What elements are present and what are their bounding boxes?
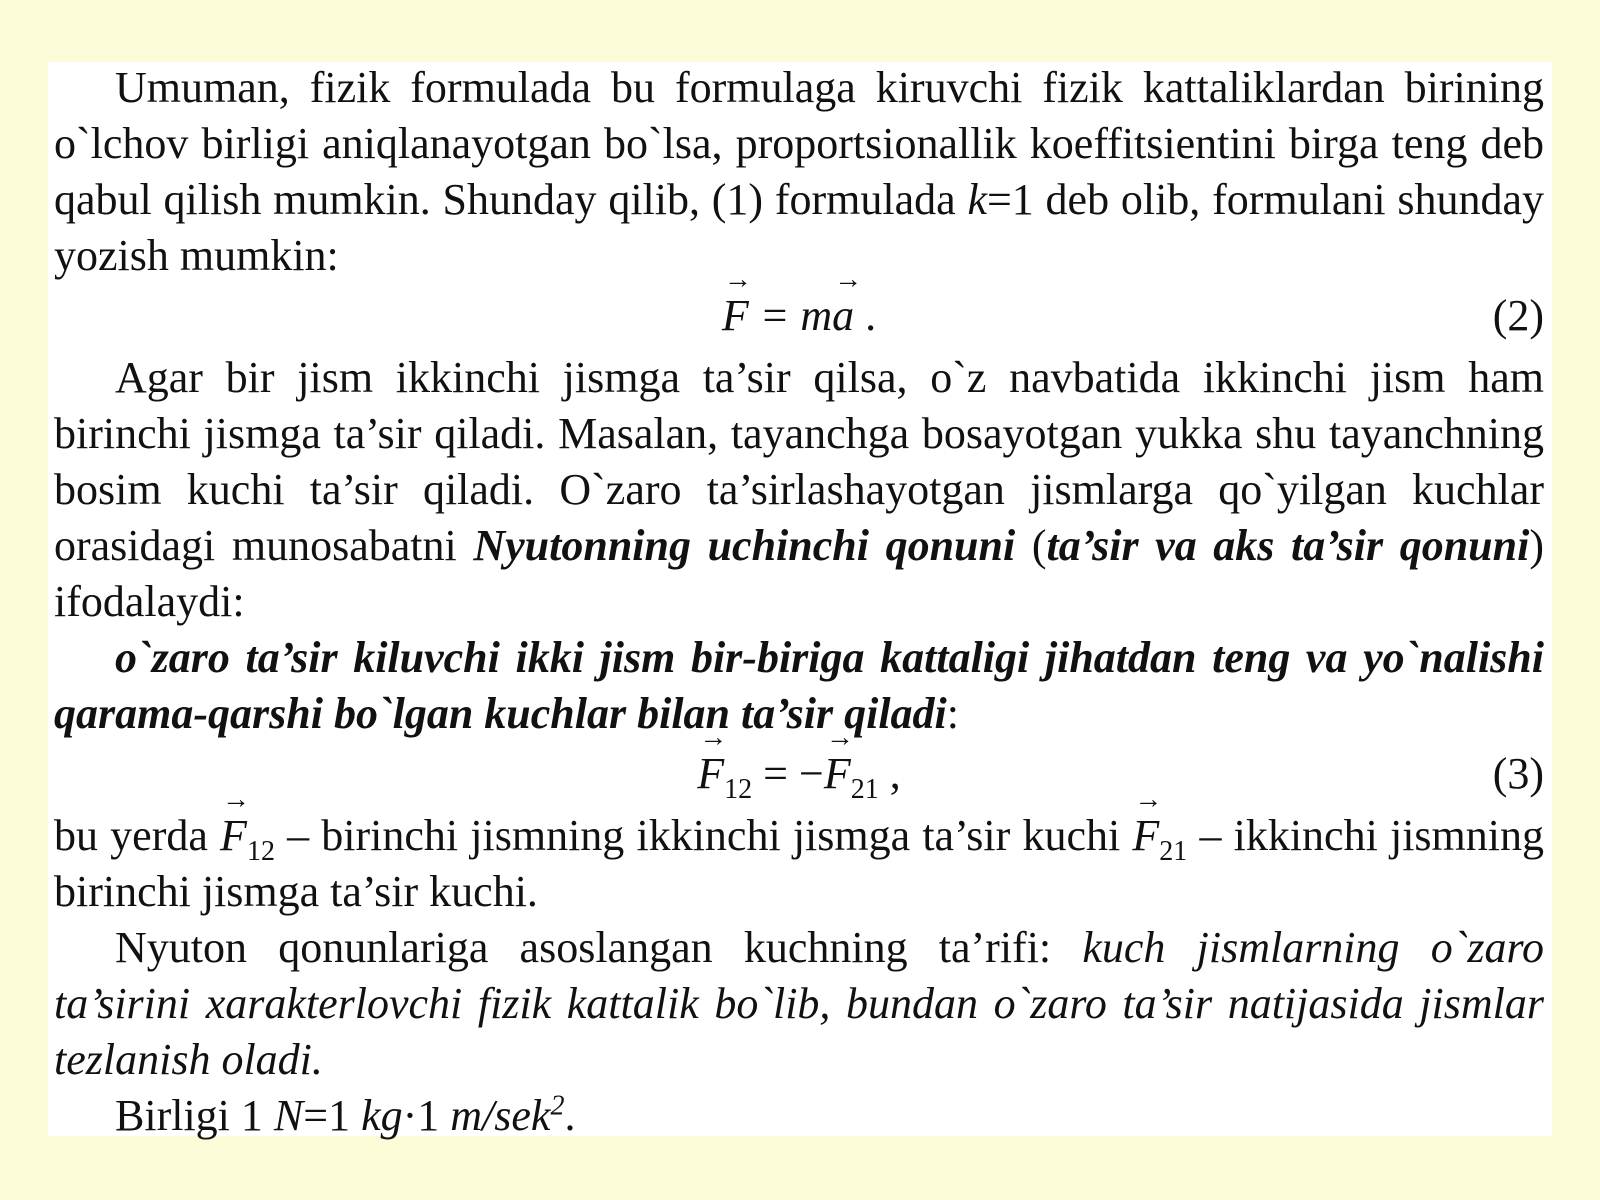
equation-3 (54, 742, 1544, 808)
paragraph-2: Agar bir jism ikkinchi jismga ta’sir qilsa, o`z navbatida ikkinchi jism ham birinchi jismga ta’sir qiladi. Masalan, tayanchga bosayotgan yukka shu tayanchning bosim kuchi ta’sir qiladi. O`zaro ta’sirlashayotgan jismlarga qo`yilgan kuchlar orasidagi munosabatni Nyutonning uchinchi qonuni (ta’sir va aks ta’sir qonuni) ifodalaydi: (54, 353, 1545, 626)
paragraph-4: bu yerda → $F_{12}$ – birinchi jismning ikkinchi jismga ta’sir kuchi → $F_{21}$ – ikkinchi jismning birinchi jismga ta’sir kuchi. (54, 808, 1544, 920)
paragraph-3-law: o`zaro ta’sir kiluvchi ikki jism bir-biriga kattaligi jihatdan teng va yo`nalishi qarama-qarshi bo`lgan kuchlar bilan ta’sir qiladi: (54, 633, 1544, 738)
document-text (54, 60, 1544, 1144)
paragraph-5: Nyuton qonunlariga asoslangan kuchning ta’rifi: kuch jismlarning o`zaro ta’sirini xarakterlovchi fizik kattalik bo`lib, bundan o`zaro ta’sir natijasida jismlar tezlanish oladi. (54, 923, 1545, 1084)
paragraph-1: Umuman, fizik formulada bu formulaga kiruvchi fizik kattaliklardan birining o`lchov birligi aniqlanayotgan bo`lsa, proportsionallik koeffitsientini birga teng deb qabul qilish mumkin. Shunday qilib, (1) formulada k=1 deb olib, formulani shunday yozish mumkin: (54, 63, 1545, 280)
document-page (48, 62, 1552, 1140)
paragraph-6-unit: Birligi 1 N=1 kg·1 m/sek$^2$. (115, 1090, 576, 1140)
equation-2 (54, 284, 1544, 350)
equation-2-number: (2) (1492, 291, 1544, 340)
equation-2-formula: → F = m→ a . (54, 288, 1544, 344)
equation-3-number: (3) (1492, 749, 1544, 798)
equation-3-formula: → $F_{12}$ = −→ $F_{21}$ , (54, 746, 1544, 802)
